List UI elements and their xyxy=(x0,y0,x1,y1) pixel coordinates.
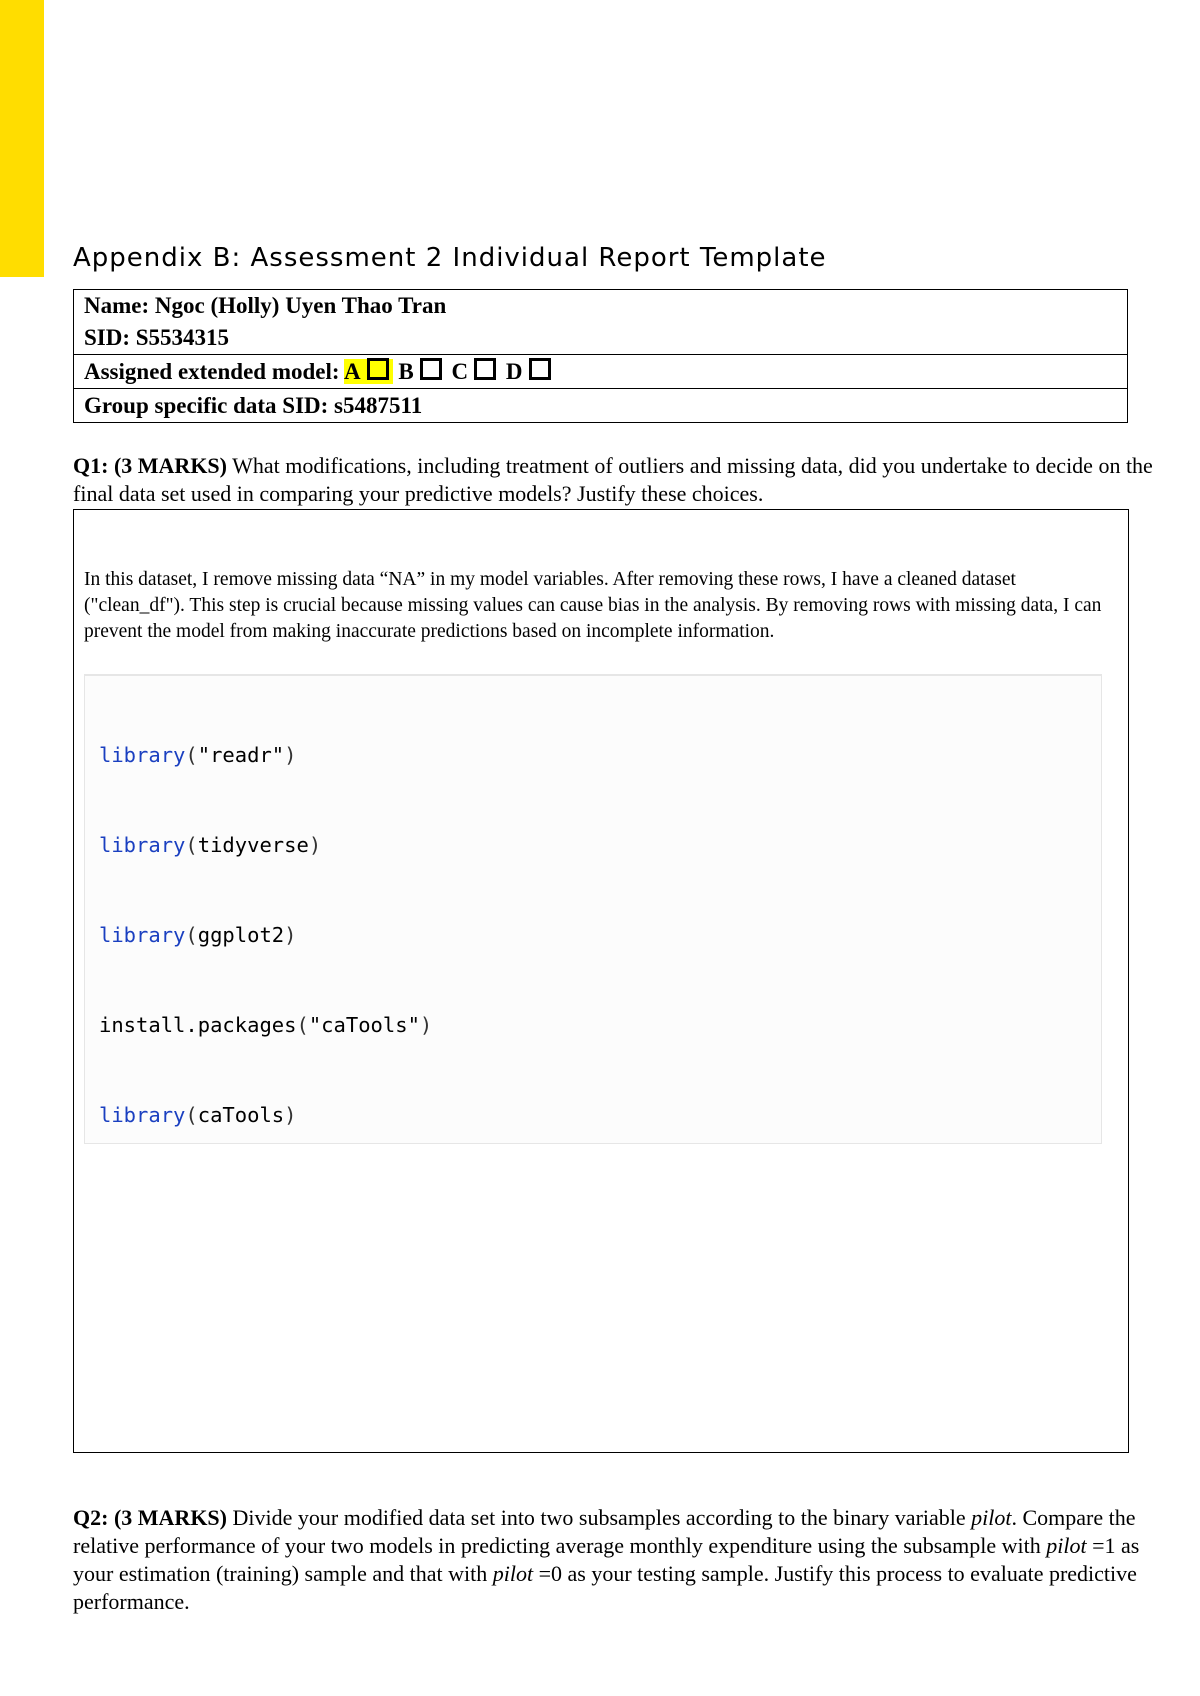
code-line: library("readr") xyxy=(99,743,297,767)
q1-answer-box[interactable] xyxy=(73,509,1129,1453)
option-b[interactable]: B xyxy=(398,359,445,384)
q1-label: Q1: xyxy=(73,453,109,478)
code-block xyxy=(84,674,1102,1144)
code-line: library(tidyverse) xyxy=(99,833,322,857)
q2-prompt: Q2: (3 MARKS) Divide your modified data set into two subsamples according to the binary variable pilot. Compare the relative performance of your two models in predicting average monthly expenditure using the subsample with pilot =1 as your estimation (training) sample and that with pilot =0 as your testing sample. Justify this process to evaluate predictive performance. xyxy=(73,1505,1140,1614)
option-d[interactable]: D xyxy=(506,359,551,384)
checkbox-icon xyxy=(420,358,442,380)
name-sid-row xyxy=(74,290,1128,355)
q1-answer-text: In this dataset, I remove missing data “NA” in my model variables. After removing these rows, I have a cleaned dataset ("clean_df"). This step is crucial because missing values can cause bias in the analysis. By removing rows with missing data, I can prevent the model from making inaccurate predictions based on incomplete information. xyxy=(84,569,1102,642)
q2-label: Q2: xyxy=(73,1505,109,1530)
pilot-variable: pilot xyxy=(492,1561,534,1586)
checkbox-icon xyxy=(529,358,551,380)
code-line: library(caTools) xyxy=(99,1103,297,1127)
student-name: Name: Ngoc (Holly) Uyen Thao Tran xyxy=(84,293,447,318)
checkbox-icon xyxy=(367,358,389,380)
info-table xyxy=(73,289,1128,423)
accent-bar xyxy=(0,0,44,277)
model-label: Assigned extended model: xyxy=(84,359,340,384)
option-c[interactable]: C xyxy=(452,359,501,384)
group-sid-row xyxy=(74,389,1128,423)
option-a[interactable]: A xyxy=(344,359,393,384)
q1-marks: (3 MARKS) xyxy=(113,453,227,478)
model-row xyxy=(74,355,1128,389)
q2-marks: (3 MARKS) xyxy=(113,1505,227,1530)
code-line: install.packages("caTools") xyxy=(99,1013,433,1037)
code-line: library(ggplot2) xyxy=(99,923,297,947)
page-title: Appendix B: Assessment 2 Individual Report Template xyxy=(73,243,827,273)
q1-prompt xyxy=(73,452,1153,508)
group-sid: Group specific data SID: s5487511 xyxy=(74,389,1128,423)
checkbox-icon xyxy=(474,358,496,380)
pilot-variable: pilot xyxy=(1046,1533,1087,1558)
student-sid: SID: S5534315 xyxy=(84,325,230,350)
pilot-variable: pilot xyxy=(971,1505,1012,1530)
q1-text: What modifications, including treatment of outliers and missing data, did you undertake to decide on the final data set used in comparing your predictive models? Justify these choices. xyxy=(73,453,1153,506)
